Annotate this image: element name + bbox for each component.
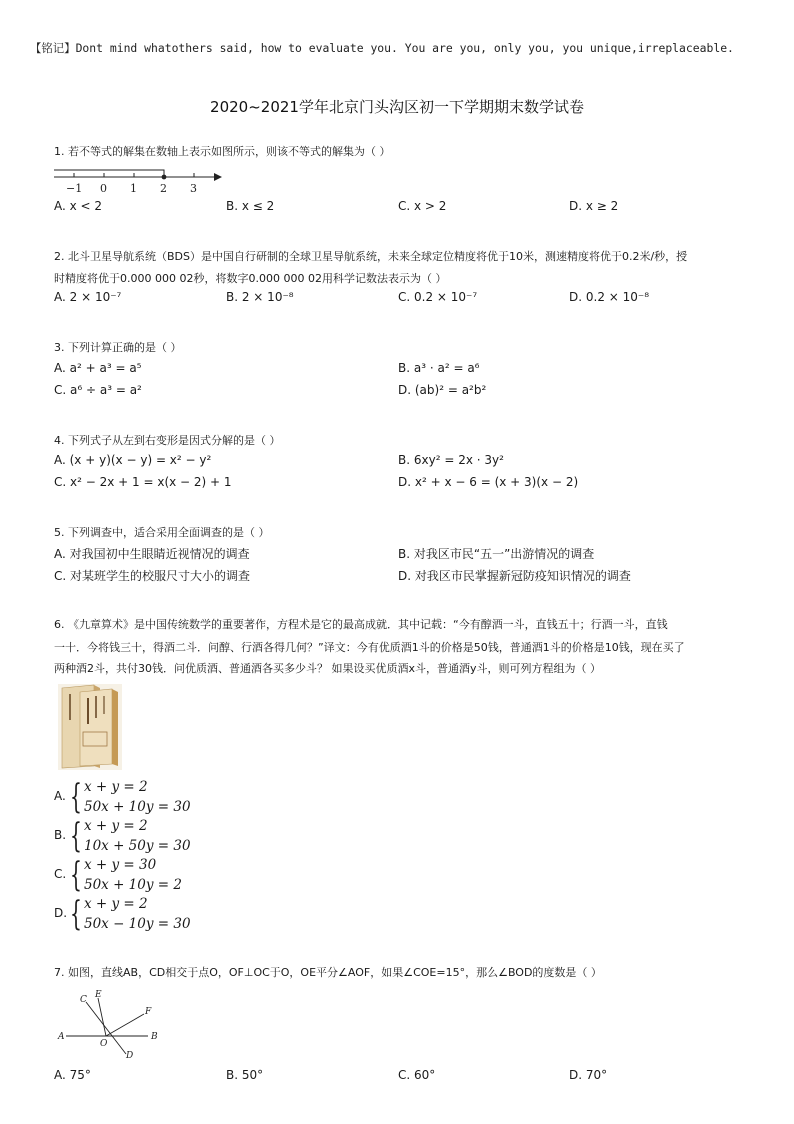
q6-option-a-eq2: 50x + 10y = 30 [84, 799, 191, 815]
number-line-figure [54, 168, 224, 196]
q6-option-b-eq1: x + y = 2 [84, 818, 148, 834]
question-7-stem: 7. 如图，直线AB，CD相交于点O，OF⊥OC于O，OE平分∠AOF，如果∠COE=15°，那么∠BOD的度数是（ ） [54, 966, 602, 979]
tick-label: 0 [100, 182, 107, 195]
angle-figure [56, 988, 166, 1060]
point-label-d: D [126, 1051, 134, 1060]
q7-option-a[interactable]: A. 75° [54, 1068, 91, 1082]
q4-option-a[interactable]: A. (x + y)(x − y) = x² − y² [54, 453, 212, 467]
page-title: 2020~2021学年北京门头沟区初一下学期期末数学试卷 [210, 98, 584, 116]
point-label-e: E [95, 990, 102, 1000]
q2-option-c[interactable]: C. 0.2 × 10⁻⁷ [398, 290, 478, 304]
point-label-c: C [80, 995, 87, 1005]
q4-option-b[interactable]: B. 6xy² = 2x · 3y² [398, 453, 504, 467]
q6-option-a-eq1: x + y = 2 [84, 779, 148, 795]
q4-option-c[interactable]: C. x² − 2x + 1 = x(x − 2) + 1 [54, 475, 232, 489]
q3-option-d[interactable]: D. (ab)² = a²b² [398, 383, 487, 397]
q2-option-a[interactable]: A. 2 × 10⁻⁷ [54, 290, 122, 304]
brace-icon: { [70, 777, 82, 817]
brace-icon: { [70, 894, 82, 934]
tick-label: 1 [130, 182, 137, 195]
q2-option-b[interactable]: B. 2 × 10⁻⁸ [226, 290, 294, 304]
q2-option-d[interactable]: D. 0.2 × 10⁻⁸ [569, 290, 650, 304]
q4-option-d[interactable]: D. x² + x − 6 = (x + 3)(x − 2) [398, 475, 579, 489]
point-label-a: A [58, 1032, 65, 1042]
q7-option-d[interactable]: D. 70° [569, 1068, 608, 1082]
q5-option-d[interactable]: D. 对我区市民掌握新冠防疫知识情况的调查 [398, 569, 631, 583]
q7-option-b[interactable]: B. 50° [226, 1068, 264, 1082]
q6-option-b-label: B. [54, 828, 67, 842]
q3-option-c[interactable]: C. a⁶ ÷ a³ = a² [54, 383, 142, 397]
q6-option-c-label: C. [54, 867, 67, 881]
question-6-line2: 一十．今将钱三十，得酒二斗．问醇、行酒各得几何？”译文：今有优质酒1斗的价格是50钱，普通酒1斗的价格是10钱，现在买了 [54, 641, 685, 654]
q5-option-a[interactable]: A. 对我国初中生眼睛近视情况的调查 [54, 547, 250, 561]
q3-option-b[interactable]: B. a³ · a² = a⁶ [398, 361, 480, 375]
question-4-stem: 4. 下列式子从左到右变形是因式分解的是（ ） [54, 434, 281, 447]
question-5-stem: 5. 下列调查中，适合采用全面调查的是（ ） [54, 526, 270, 539]
point-label-f: F [145, 1007, 152, 1017]
point-label-o: O [100, 1039, 108, 1049]
question-1-stem: 1. 若不等式的解集在数轴上表示如图所示，则该不等式的解集为（ ） [54, 145, 391, 158]
q1-option-c[interactable]: C. x > 2 [398, 199, 447, 213]
q5-option-c[interactable]: C. 对某班学生的校服尺寸大小的调查 [54, 569, 251, 583]
q6-option-b-eq2: 10x + 50y = 30 [84, 838, 191, 854]
tick-label: −1 [66, 182, 83, 195]
header-motto: 【铭记】Dont mind whatothers said, how to evaluate you. You are you, only you, you unique,irreplaceable. [30, 41, 734, 55]
brace-icon: { [70, 816, 82, 856]
q1-option-a[interactable]: A. x < 2 [54, 199, 103, 213]
q6-option-d-eq2: 50x − 10y = 30 [84, 916, 191, 932]
question-6-line1: 6. 《九章算术》是中国传统数学的重要著作，方程术是它的最高成就．其中记载：“今有醇酒一斗，直钱五十；行酒一斗，直钱 [54, 618, 668, 631]
q1-option-b[interactable]: B. x ≤ 2 [226, 199, 275, 213]
q5-option-b[interactable]: B. 对我区市民“五一”出游情况的调查 [398, 547, 595, 561]
q6-option-a-label: A. [54, 789, 66, 803]
q6-option-d-label: D. [54, 906, 68, 920]
question-3-stem: 3. 下列计算正确的是（ ） [54, 341, 182, 354]
tick-label: 3 [190, 182, 197, 195]
book-illustration [58, 684, 122, 770]
brace-icon: { [70, 855, 82, 895]
q1-option-d[interactable]: D. x ≥ 2 [569, 199, 619, 213]
q7-option-c[interactable]: C. 60° [398, 1068, 436, 1082]
question-2-line1: 2. 北斗卫星导航系统（BDS）是中国自行研制的全球卫星导航系统，未来全球定位精度将优于10米，测速精度将优于0.2米/秒，授 [54, 250, 688, 263]
q6-option-d-eq1: x + y = 2 [84, 896, 148, 912]
q3-option-a[interactable]: A. a² + a³ = a⁵ [54, 361, 142, 375]
tick-label: 2 [160, 182, 167, 195]
q6-option-c-eq2: 50x + 10y = 2 [84, 877, 182, 893]
question-6-line3: 两种酒2斗，共付30钱．问优质酒、普通酒各买多少斗？ 如果设买优质酒x斗，普通酒y斗，则可列方程组为（ ） [54, 662, 602, 675]
question-2-line2: 时精度将优于0.000 000 02秒，将数字0.000 000 02用科学记数法表示为（ ） [54, 272, 447, 285]
q6-option-c-eq1: x + y = 30 [84, 857, 157, 873]
point-label-b: B [151, 1032, 158, 1042]
